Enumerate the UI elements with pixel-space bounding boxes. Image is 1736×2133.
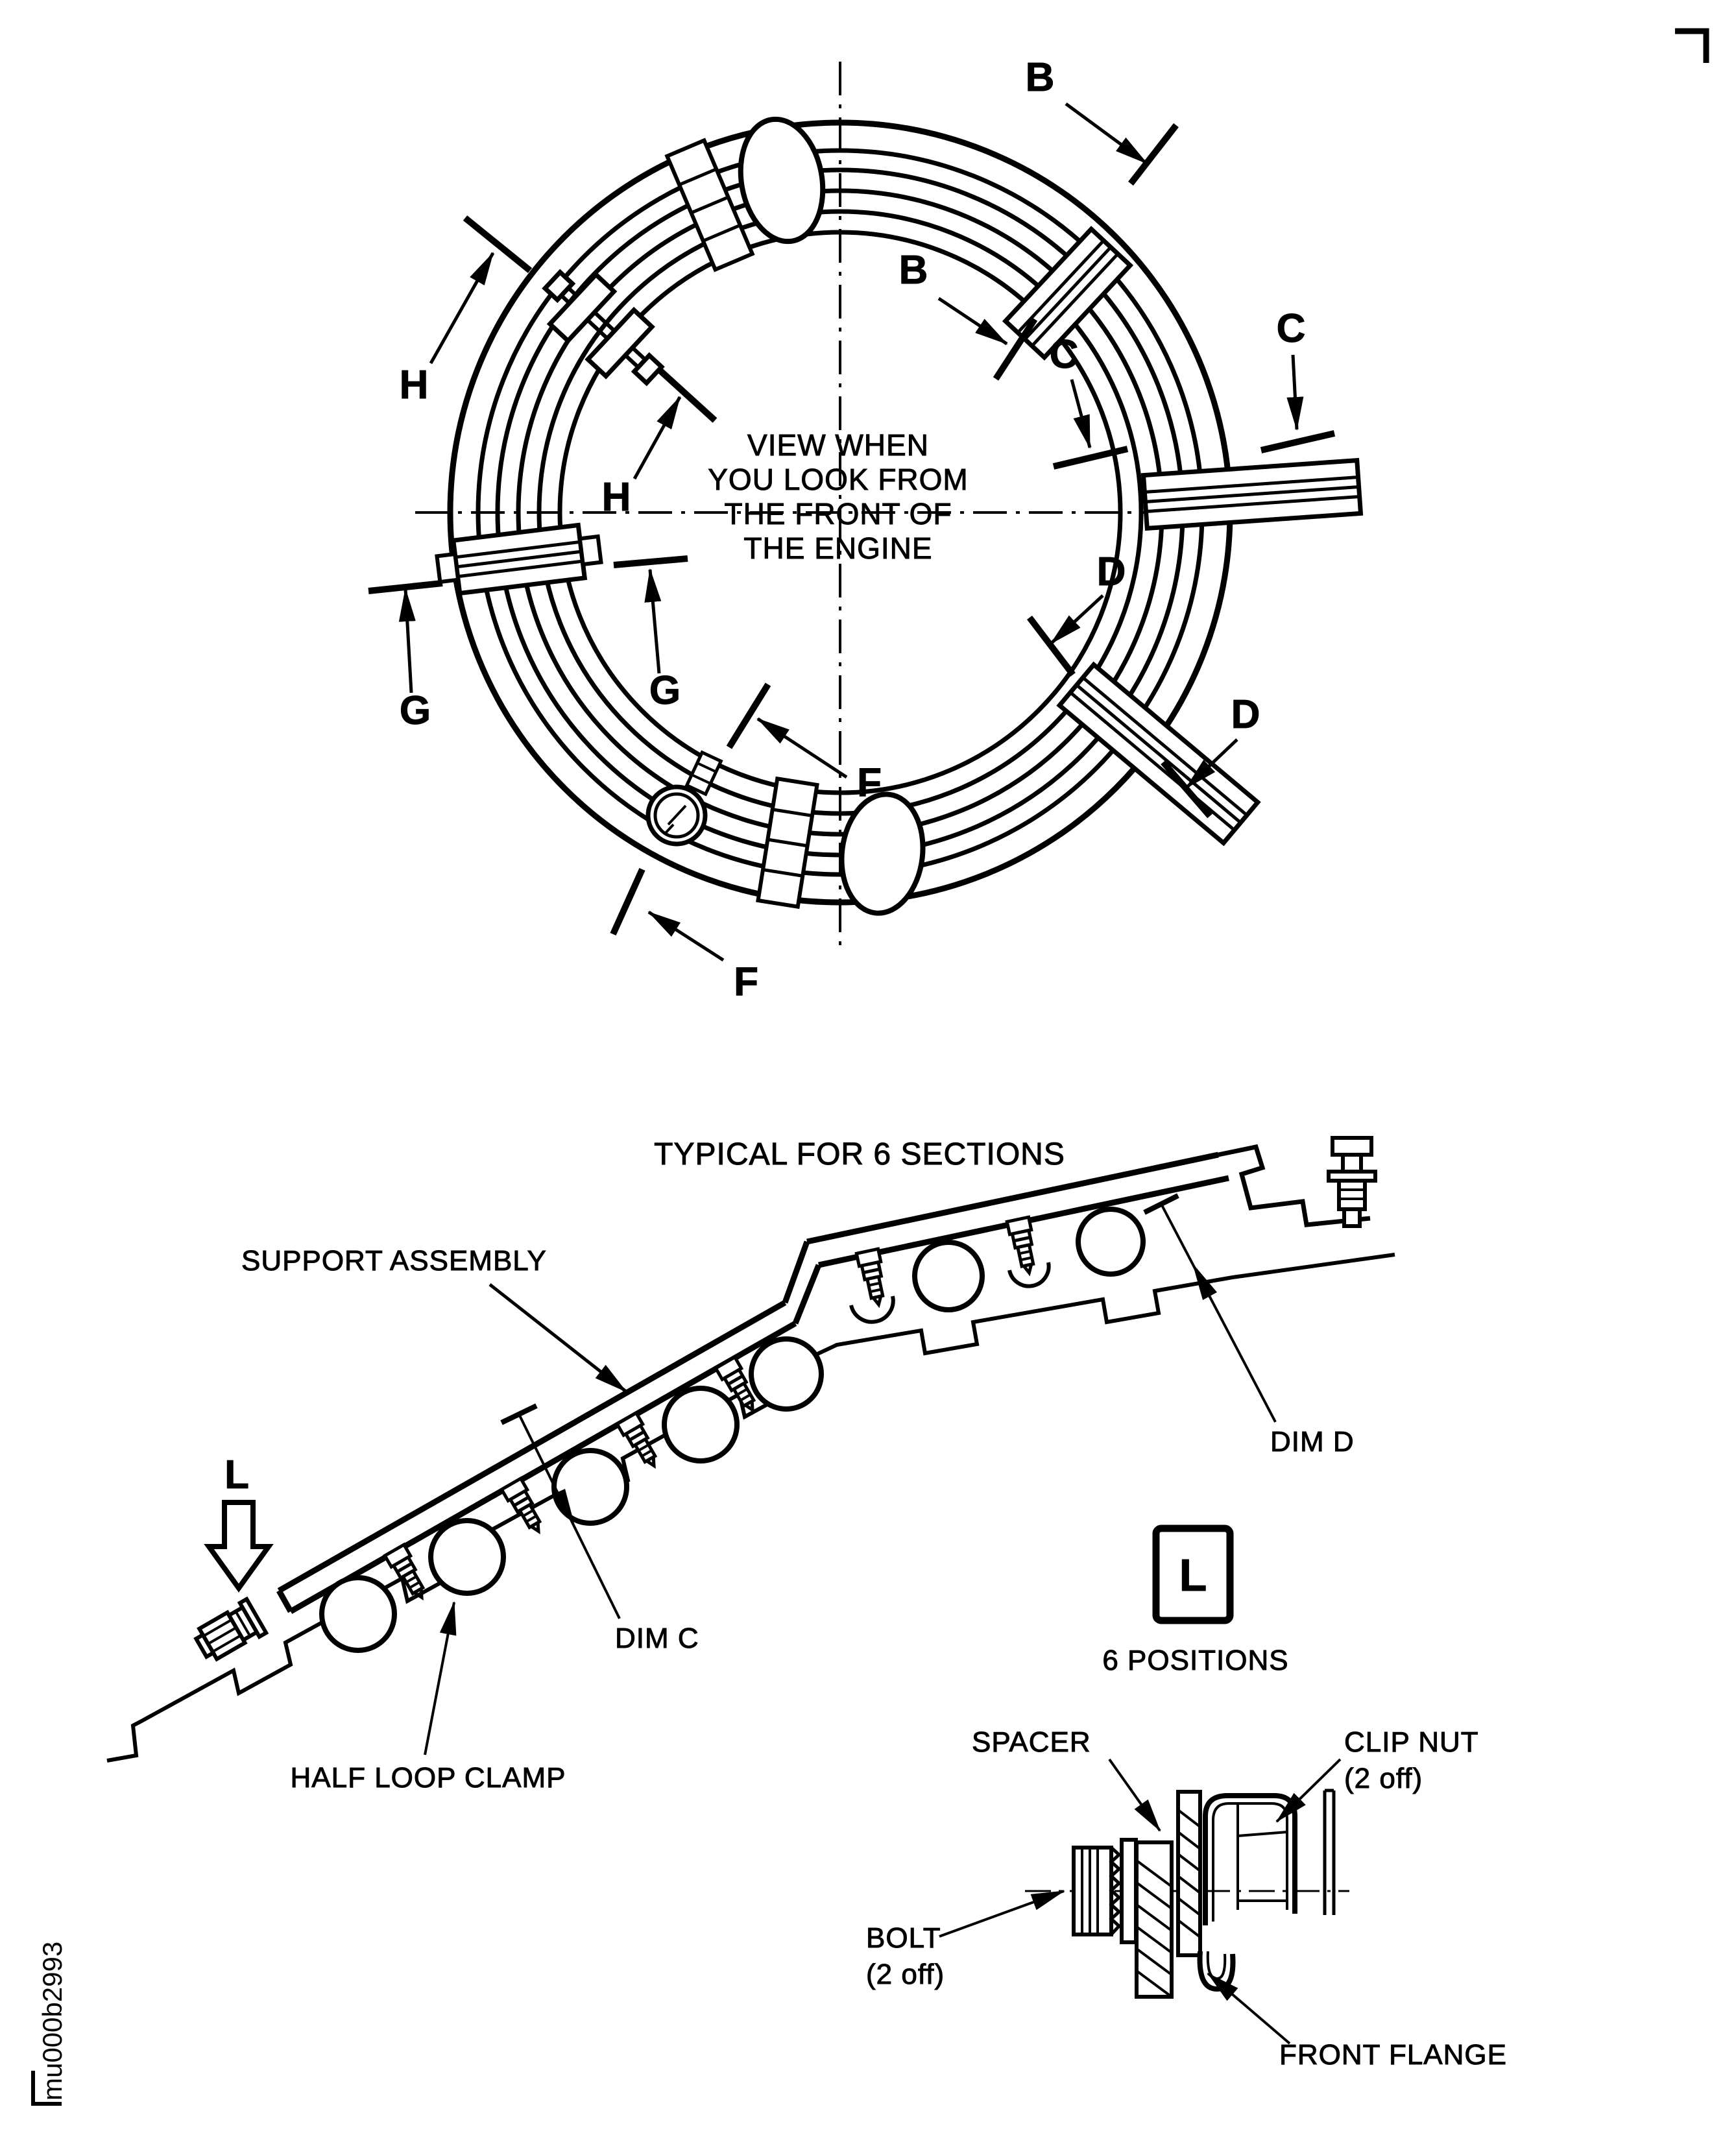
spacer-leader	[1109, 1759, 1160, 1831]
center-note-line2: YOU LOOK FROM	[708, 463, 969, 496]
bolt-leader	[939, 1891, 1064, 1936]
front-flange-label: FRONT FLANGE	[1279, 2039, 1508, 2071]
leader-b-outer	[1066, 104, 1147, 163]
section-label-h-inner: H	[601, 475, 631, 520]
dim-d-label: DIM D	[1270, 1426, 1355, 1458]
section-label-b-outer: B	[1025, 55, 1055, 100]
spacer-label: SPACER	[972, 1726, 1091, 1758]
section-label-d-inner: D	[1096, 549, 1126, 594]
section-label-b-inner: B	[898, 248, 928, 293]
bolt-qty: (2 off)	[866, 1958, 945, 1990]
leader-g-inner	[650, 570, 659, 673]
center-note-line1: VIEW WHEN	[747, 428, 929, 462]
leader-c-inner	[1072, 380, 1090, 448]
clip-nut	[1200, 1796, 1295, 1989]
half-loop-clamp-label: HALF LOOP CLAMP	[290, 1762, 566, 1794]
bolt-label: BOLT	[866, 1922, 941, 1954]
leader-h-inner	[634, 397, 680, 479]
boss-fitting	[648, 787, 705, 844]
leader-f-inner	[758, 719, 847, 777]
view-direction-arrow	[209, 1502, 269, 1588]
ring-center-note	[708, 428, 968, 565]
clamp-c	[1144, 461, 1361, 529]
view-l-marker	[209, 1452, 269, 1588]
section-label-f-outer: F	[734, 959, 758, 1004]
leader-f-outer	[649, 912, 723, 960]
section-label-g-outer: G	[399, 688, 431, 733]
center-note-line3: THE FRONT OF	[724, 497, 952, 531]
bottom-coupling-bands	[758, 778, 817, 906]
spacer-block	[1137, 1842, 1172, 1997]
clamp-d	[1059, 665, 1258, 843]
section-label-c-inner: C	[1049, 332, 1079, 377]
section-view-figure	[107, 1137, 1395, 1794]
bottom-elbow-fitting	[835, 789, 929, 918]
view-l-letter: L	[224, 1452, 249, 1497]
front-flange-leader	[1208, 1973, 1290, 2043]
section-label-f-inner: F	[857, 760, 882, 805]
detail-l-letter: L	[1179, 1550, 1207, 1600]
half-loop-clamp-leader	[425, 1602, 454, 1755]
leader-c-outer	[1293, 355, 1297, 429]
corner-mark-top-right	[1675, 31, 1706, 63]
support-assembly-label: SUPPORT ASSEMBLY	[241, 1245, 547, 1277]
section-label-h-outer: H	[399, 363, 429, 407]
leader-d-inner	[1051, 596, 1103, 644]
end-bolt-left	[191, 1599, 266, 1665]
detail-view-figure	[866, 1528, 1507, 2071]
center-note-line4: THE ENGINE	[743, 531, 933, 565]
bolt-head	[1074, 1840, 1136, 1942]
leader-g-outer	[405, 589, 411, 693]
clamp-g	[435, 523, 603, 596]
figure-code: mu000b2993	[37, 1941, 67, 2101]
front-flange-plate	[1178, 1792, 1200, 1955]
dim-c-label: DIM C	[615, 1622, 699, 1654]
section-label-g-inner: G	[649, 668, 681, 713]
engine-case-profile	[107, 1255, 1395, 1761]
clip-nut-qty: (2 off)	[1344, 1763, 1423, 1794]
positions-note: 6 POSITIONS	[1102, 1645, 1289, 1676]
leader-b-inner	[939, 298, 1007, 344]
support-assembly-leader	[490, 1284, 626, 1392]
ring-assembly-figure	[368, 55, 1360, 1004]
rear-plate-edge	[1325, 1790, 1334, 1915]
end-stud-right	[1329, 1138, 1375, 1226]
leader-h-outer	[431, 253, 493, 363]
section-label-d-outer: D	[1231, 692, 1260, 737]
section-label-c-outer: C	[1276, 306, 1306, 351]
clip-nut-label: CLIP NUT	[1344, 1726, 1479, 1758]
dim-d-callout	[1144, 1196, 1355, 1458]
section-view-title: TYPICAL FOR 6 SECTIONS	[654, 1137, 1065, 1172]
